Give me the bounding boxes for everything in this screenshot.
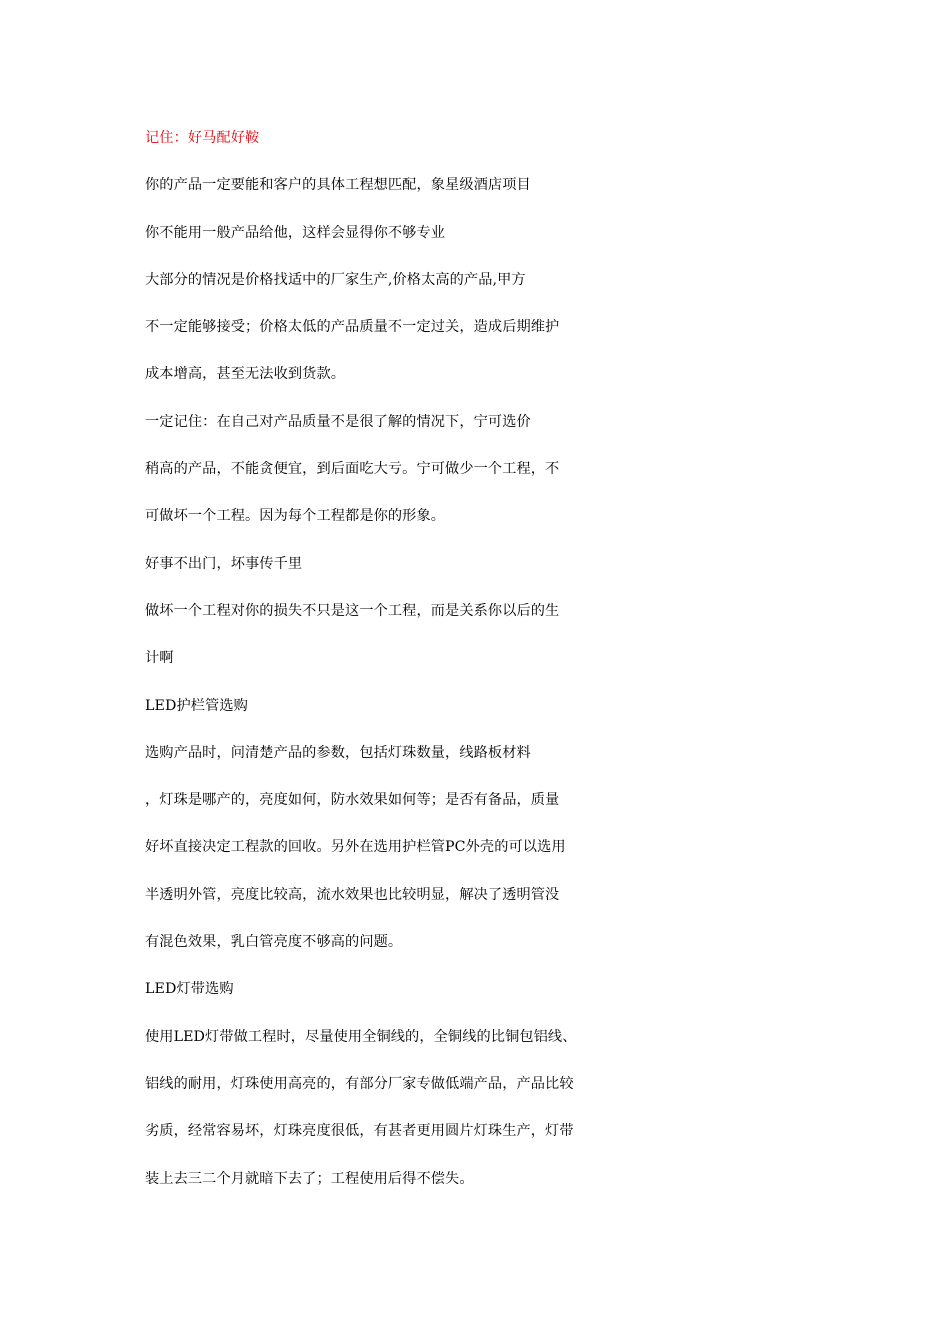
heading-remember: 记住：好马配好鞍 xyxy=(145,130,260,146)
paragraph-line: 一定记住：在自己对产品质量不是很了解的情况下，宁可选价 xyxy=(145,413,531,430)
paragraph-line: ，灯珠是哪产的，亮度如何，防水效果如何等；是否有备品，质量 xyxy=(145,792,560,809)
paragraph-line: 铝线的耐用，灯珠使用高亮的，有部分厂家专做低端产品，产品比较 xyxy=(145,1075,574,1092)
section-heading-led-strip: LED灯带选购 xyxy=(145,981,234,998)
paragraph-line: 半透明外管，亮度比较高，流水效果也比较明显，解决了透明管没 xyxy=(145,886,560,903)
paragraph-line: 不一定能够接受；价格太低的产品质量不一定过关，造成后期维护 xyxy=(145,319,560,336)
paragraph-line: 你不能用一般产品给他，这样会显得你不够专业 xyxy=(145,224,446,241)
paragraph-line: 可做坏一个工程。因为每个工程都是你的形象。 xyxy=(145,508,446,525)
paragraph-line: 使用LED灯带做工程时，尽量使用全铜线的，全铜线的比铜包铝线、 xyxy=(145,1028,577,1045)
paragraph-line: 好事不出门，坏事传千里 xyxy=(145,555,303,572)
paragraph-line: 装上去三二个月就暗下去了；工程使用后得不偿失。 xyxy=(145,1170,474,1187)
document-body xyxy=(145,124,845,1212)
paragraph-line: 你的产品一定要能和客户的具体工程想匹配，象星级酒店项目 xyxy=(145,177,531,194)
paragraph-line: 成本增高，甚至无法收到货款。 xyxy=(145,366,346,383)
paragraph-line: 选购产品时，问清楚产品的参数，包括灯珠数量，线路板材料 xyxy=(145,744,531,761)
paragraph-line: 劣质，经常容易坏，灯珠亮度很低，有甚者更用圆片灯珠生产，灯带 xyxy=(145,1123,574,1140)
paragraph-line: 稍高的产品，不能贪便宜，到后面吃大亏。宁可做少一个工程，不 xyxy=(145,461,560,478)
paragraph-line: 好坏直接决定工程款的回收。另外在选用护栏管PC外壳的可以选用 xyxy=(145,839,566,856)
paragraph-line: 有混色效果，乳白管亮度不够高的问题。 xyxy=(145,934,403,951)
paragraph-line: 做坏一个工程对你的损失不只是这一个工程，而是关系你以后的生 xyxy=(145,602,560,619)
section-heading-led-guardrail-tube: LED护栏管选购 xyxy=(145,697,248,714)
paragraph-line: 大部分的情况是价格找适中的厂家生产,价格太高的产品,甲方 xyxy=(145,271,526,288)
paragraph-line: 计啊 xyxy=(145,650,174,667)
